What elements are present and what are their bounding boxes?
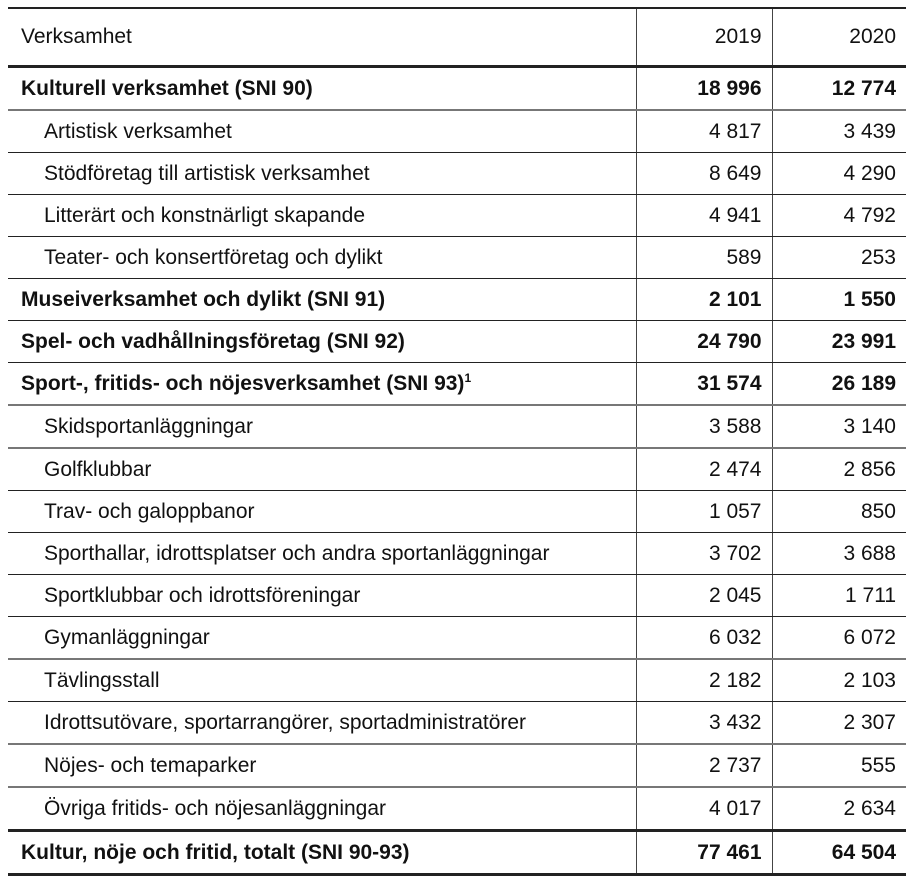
row-label: Övriga fritids- och nöjesanläggningar [8,787,636,831]
value-2019: 4 817 [636,110,772,153]
table-row [8,744,906,787]
table-row [8,575,906,617]
value-2020: 3 140 [772,405,906,448]
header-2019: 2019 [636,8,772,67]
table-row [8,533,906,575]
value-2019: 4 017 [636,787,772,831]
value-2020: 2 307 [772,702,906,745]
table-row-total [8,831,906,875]
header-verksamhet: Verksamhet [8,8,636,67]
value-2020: 3 688 [772,533,906,575]
table-row [8,110,906,153]
value-2020: 555 [772,744,906,787]
row-label: Artistisk verksamhet [8,110,636,153]
value-2019: 2 737 [636,744,772,787]
row-label: Gymanläggningar [8,617,636,660]
value-2019: 2 045 [636,575,772,617]
row-label: Spel- och vadhållningsföretag (SNI 92) [8,321,636,363]
table-row [8,153,906,195]
value-2019: 31 574 [636,363,772,406]
value-2020: 1 711 [772,575,906,617]
value-2019: 6 032 [636,617,772,660]
row-label: Stödföretag till artistisk verksamhet [8,153,636,195]
value-2019: 3 702 [636,533,772,575]
table-row [8,659,906,702]
value-2020: 2 634 [772,787,906,831]
table-row [8,702,906,745]
value-2020: 12 774 [772,67,906,111]
row-label: Skidsportanläggningar [8,405,636,448]
table-row-section [8,321,906,363]
value-2020: 64 504 [772,831,906,875]
table-row-section [8,67,906,111]
table-row [8,405,906,448]
value-2019: 2 182 [636,659,772,702]
value-2019: 8 649 [636,153,772,195]
value-2020: 2 103 [772,659,906,702]
row-label: Teater- och konsertföretag och dylikt [8,237,636,279]
value-2020: 3 439 [772,110,906,153]
header-2020: 2020 [772,8,906,67]
row-label: Idrottsutövare, sportarrangörer, sportadministratörer [8,702,636,745]
value-2019: 1 057 [636,491,772,533]
value-2019: 3 432 [636,702,772,745]
value-2020: 1 550 [772,279,906,321]
row-label [8,363,636,406]
row-label: Trav- och galoppbanor [8,491,636,533]
row-label: Litterärt och konstnärligt skapande [8,195,636,237]
value-2019: 2 101 [636,279,772,321]
value-2020: 850 [772,491,906,533]
table-row-section [8,363,906,406]
table-row [8,448,906,491]
value-2020: 4 792 [772,195,906,237]
table-row-section [8,279,906,321]
row-label: Kultur, nöje och fritid, totalt (SNI 90-93) [8,831,636,875]
footnote-marker: 1 [464,370,472,385]
activity-table [8,7,906,876]
table-row [8,195,906,237]
row-label-text: Sport-, fritids- och nöjesverksamhet (SNI 93) [21,371,465,395]
header-row [8,8,906,67]
value-2020: 4 290 [772,153,906,195]
value-2019: 24 790 [636,321,772,363]
row-label: Tävlingsstall [8,659,636,702]
row-label: Sporthallar, idrottsplatser och andra sportanläggningar [8,533,636,575]
value-2020: 6 072 [772,617,906,660]
row-label: Kulturell verksamhet (SNI 90) [8,67,636,111]
value-2019: 4 941 [636,195,772,237]
row-label: Sportklubbar och idrottsföreningar [8,575,636,617]
row-label: Museiverksamhet och dylikt (SNI 91) [8,279,636,321]
value-2019: 2 474 [636,448,772,491]
row-label: Golfklubbar [8,448,636,491]
value-2019: 18 996 [636,67,772,111]
value-2019: 77 461 [636,831,772,875]
value-2020: 2 856 [772,448,906,491]
row-label: Nöjes- och temaparker [8,744,636,787]
value-2019: 3 588 [636,405,772,448]
value-2020: 26 189 [772,363,906,406]
value-2020: 253 [772,237,906,279]
table-row [8,491,906,533]
table-row [8,787,906,831]
table-row [8,617,906,660]
value-2019: 589 [636,237,772,279]
table-row [8,237,906,279]
value-2020: 23 991 [772,321,906,363]
